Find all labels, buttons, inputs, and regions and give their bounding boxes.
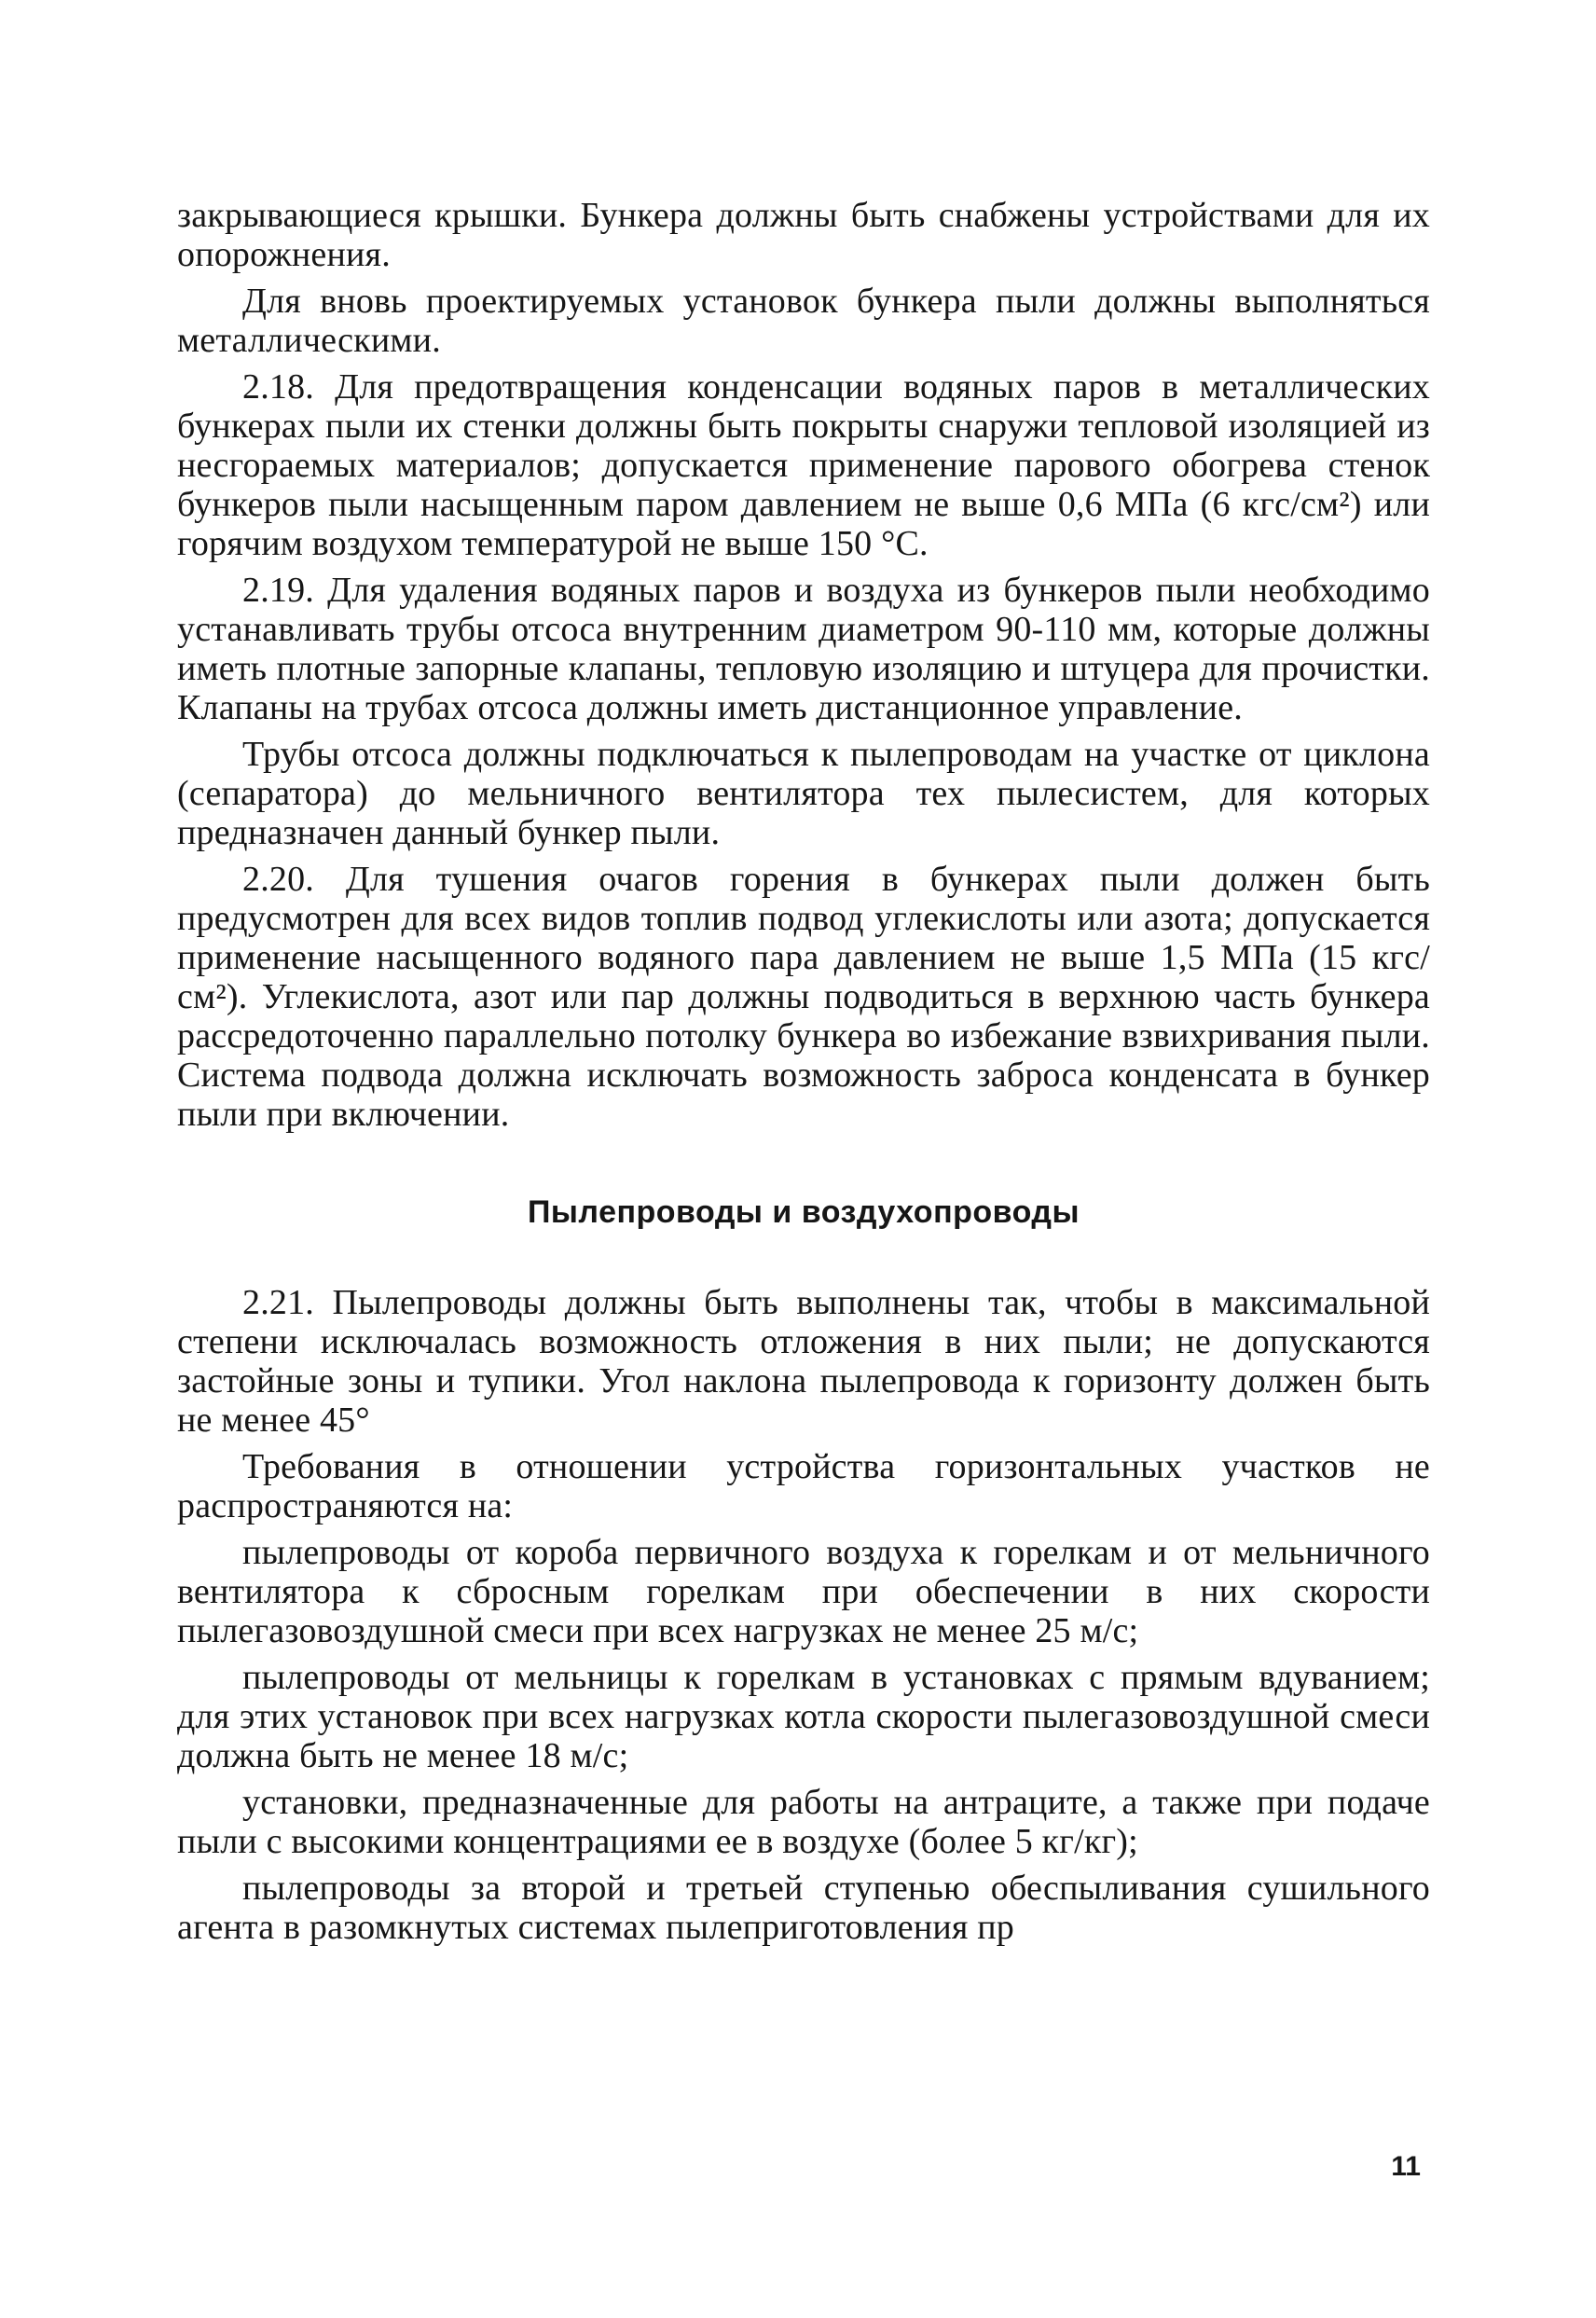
section-heading: Пылепроводы и воздухопроводы [527, 1194, 1080, 1230]
page-number: 11 [1391, 2151, 1421, 2182]
paragraph-continuation: закрывающиеся крышки. Бункера должны быть снабжены устройствами для их опорожнения. [177, 196, 1430, 274]
paragraph-2-18: 2.18. Для предотвращения конденсации водяных паров в металлических бункерах пыли их стенки должны быть покрыты снаружи тепловой изоляцией из несгораемых материалов; допускается применение парового обогрева стенок бункеров пыли насыщенным паром давлением не выше 0,6 МПа (6 кгс/см²) или горячим воздухом температурой не выше 150 °С. [177, 367, 1430, 563]
text-column [177, 196, 1430, 1947]
list-item-primary-air-ducts: пылепроводы от короба первичного воздуха к горелкам и от мельничного вентилятора к сбросным горелкам при обеспечении в них скорости пылегазовоздушной смеси при всех нагрузках не менее 25 м/с; [177, 1533, 1430, 1650]
paragraph-metal-bunkers: Для вновь проектируемых установок бункера пыли должны выполняться металлическими. [177, 282, 1430, 360]
paragraph-2-20: 2.20. Для тушения очагов горения в бункерах пыли должен быть предусмотрен для всех видов топлив подвод углекислоты или азота; допускается применение насыщенного водяного пара давлением не выше 1,5 МПа (15 кгс/см²). Углекислота, азот или пар должны подводиться в верхнюю часть бункера рассредоточенно параллельно потолку бункера во избежание взвихривания пыли. Система подвода должна исключать возможность заброса конденсата в бункер пыли при включении. [177, 860, 1430, 1134]
list-item-anthracite: установки, предназначенные для работы на антраците, а также при подаче пыли с высокими концентрациями ее в воздухе (более 5 кг/кг); [177, 1783, 1430, 1861]
paragraph-2-19: 2.19. Для удаления водяных паров и воздуха из бункеров пыли необходимо устанавливать трубы отсоса внутренним диаметром 90-110 мм, которые должны иметь плотные запорные клапаны, тепловую изоляцию и штуцера для прочистки. Клапаны на трубах отсоса должны иметь дистанционное управление. [177, 571, 1430, 727]
paragraph-2-21: 2.21. Пылепроводы должны быть выполнены так, чтобы в максимальной степени исключалась возможность отложения в них пыли; не допускаются застойные зоны и тупики. Угол наклона пылепровода к горизонту должен быть не менее 45° [177, 1283, 1430, 1440]
paragraph-suction-pipes: Трубы отсоса должны подключаться к пылепроводам на участке от циклона (сепаратора) до мельничного вентилятора тех пылесистем, для которых предназначен данный бункер пыли. [177, 735, 1430, 852]
paragraph-horizontal-requirements: Требования в отношении устройства горизонтальных участков не распространяются на: [177, 1447, 1430, 1525]
list-item-dust-removal-stages: пылепроводы за второй и третьей ступенью обеспыливания сушильного агента в разомкнутых системах пылеприготовления пр [177, 1869, 1430, 1947]
list-item-direct-injection: пылепроводы от мельницы к горелкам в установках с прямым вдуванием; для этих установок при всех нагрузках котла скорости пылегазовоздушной смеси должна быть не менее 18 м/с; [177, 1658, 1430, 1775]
